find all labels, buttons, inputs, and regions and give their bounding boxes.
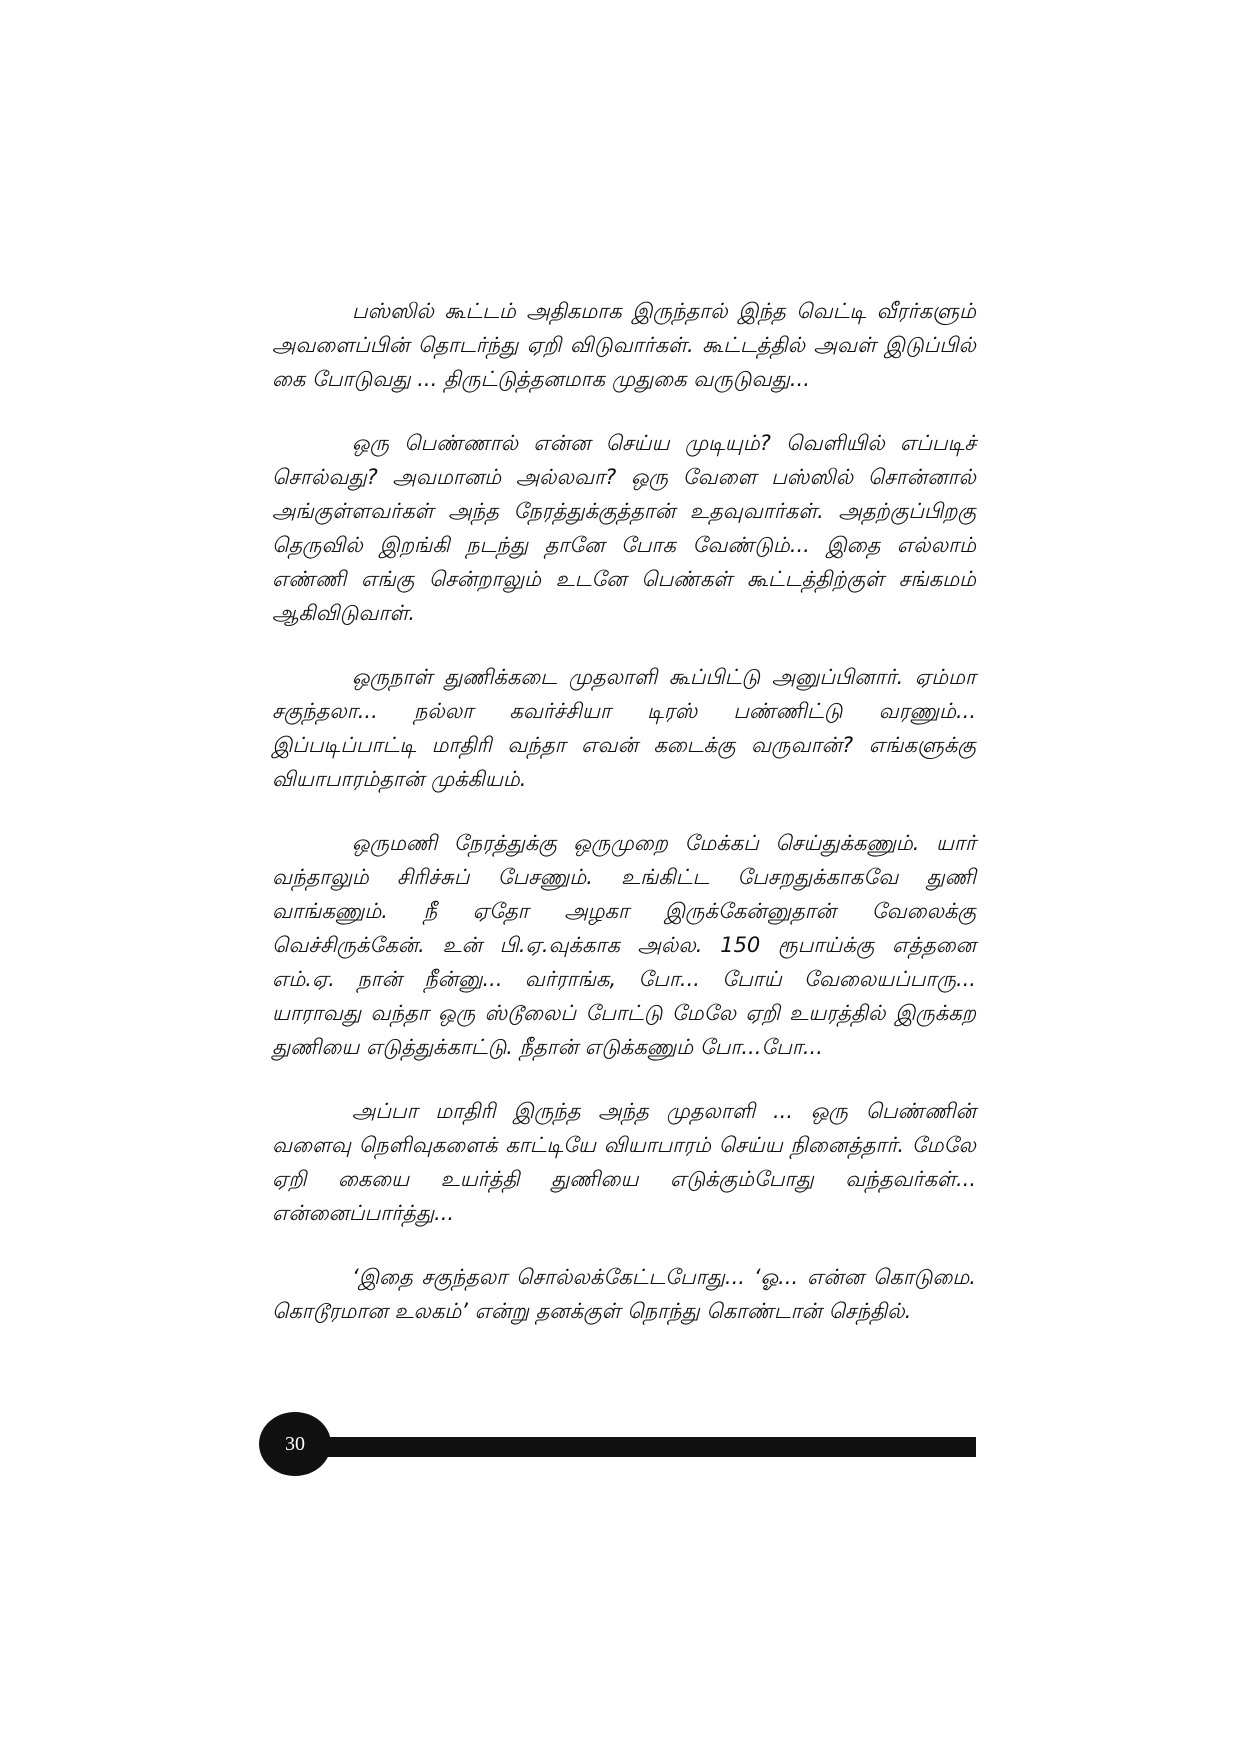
page-number-badge (259, 1412, 331, 1476)
paragraph-4: ஒருமணி நேரத்துக்கு ஒருமுறை மேக்கப் செய்துக்கணும். யார் வந்தாலும் சிரிச்சுப் பேசணும். உங்கிட்ட பேசறதுக்காகவே துணி வாங்கணும். நீ ஏதோ அழகா இருக்கேன்னுதான் வேலைக்கு வெச்சிருக்கேன். உன் பி.ஏ.வுக்காக அல்ல. 150 ரூபாய்க்கு எத்தனை எம்.ஏ. நான் நீன்னு... வர்ராங்க, போ... போய் வேலையப்பாரு... யாராவது வந்தா ஒரு ஸ்டூலைப் போட்டு மேலே ஏறி உயரத்தில் இருக்கற துணியை எடுத்துக்காட்டு. நீதான் எடுக்கணும் போ...போ... (272, 831, 976, 1059)
paragraph-5: அப்பா மாதிரி இருந்த அந்த முதலாளி ... ஒரு பெண்ணின் வளைவு நெளிவுகளைக் காட்டியே வியாபாரம் செய்ய நினைத்தார். மேலே ஏறி கையை உயர்த்தி துணியை எடுக்கும்போது வந்தவர்கள்... என்னைப்பார்த்து... (272, 1099, 976, 1225)
paragraph-1: பஸ்ஸில் கூட்டம் அதிகமாக இருந்தால் இந்த வெட்டி வீரர்களும் அவளைப்பின் தொடர்ந்து ஏறி விடுவார்கள். கூட்டத்தில் அவள் இடுப்பில் கை போடுவது ... திருட்டுத்தனமாக முதுகை வருடுவது... (272, 299, 976, 391)
footer-rule (290, 1437, 976, 1457)
body-text (272, 294, 976, 1358)
paragraph-6: ‘இதை சகுந்தலா சொல்லக்கேட்டபோது... ‘ஓ... என்ன கொடுமை. கொடூரமான உலகம்’ என்று தனக்குள் நொந்து கொண்டான் செந்தில். (272, 1265, 976, 1323)
paragraph-3: ஒருநாள் துணிக்கடை முதலாளி கூப்பிட்டு அனுப்பினார். ஏம்மா சகுந்தலா... நல்லா கவர்ச்சியா டிரஸ் பண்ணிட்டு வரணும்... இப்படிப்பாட்டி மாதிரி வந்தா எவன் கடைக்கு வருவான்? எங்களுக்கு வியாபாரம்தான் முக்கியம். (272, 665, 976, 791)
paragraph-2: ஒரு பெண்ணால் என்ன செய்ய முடியும்? வெளியில் எப்படிச் சொல்வது? அவமானம் அல்லவா? ஒரு வேளை பஸ்ஸில் சொன்னால் அங்குள்ளவர்கள் அந்த நேரத்துக்குத்தான் உதவுவார்கள். அதற்குப்பிறகு தெருவில் இறங்கி நடந்து தானே போக வேண்டும்... இதை எல்லாம் எண்ணி எங்கு சென்றாலும் உடனே பெண்கள் கூட்டத்திற்குள் சங்கமம் ஆகிவிடுவாள். (272, 431, 976, 625)
page-number: 30 (285, 1432, 305, 1455)
